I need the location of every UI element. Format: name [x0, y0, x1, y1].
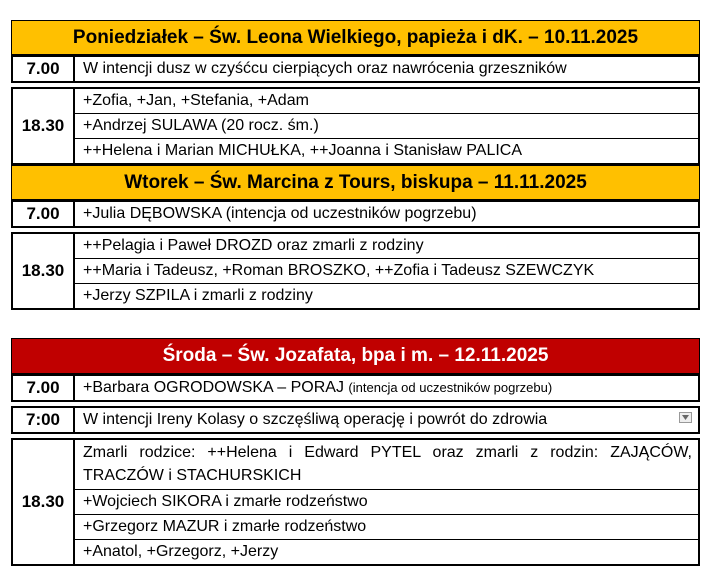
intention: +Julia DĘBOWSKA (intencja od uczestników pogrzebu): [83, 205, 477, 222]
intention: +Jerzy SZPILA i zmarli z rodziny: [83, 287, 313, 304]
mass-time: 18.30: [13, 234, 75, 308]
day-header: Poniedziałek – Św. Leona Wielkiego, papieża i dK. – 10.11.2025: [11, 20, 700, 55]
mass-row: [11, 406, 700, 434]
intention: +Anatol, +Grzegorz, +Jerzy: [83, 543, 279, 560]
intention: [75, 408, 698, 432]
intention: +Grzegorz MAZUR i zmarłe rodzeństwo: [75, 515, 698, 540]
day-block-monday: [11, 20, 700, 165]
intention-note: (intencja od uczestników pogrzebu): [348, 380, 553, 395]
intention: ++Pelagia i Paweł DROZD oraz zmarli z rodziny: [75, 234, 698, 259]
intention-main: +Barbara OGRODOWSKA – PORAJ: [83, 379, 349, 396]
intention-text: W intencji Ireny Kolasy o szczęśliwą operację i powrót do zdrowia: [83, 411, 548, 428]
mass-time: 7.00: [13, 202, 75, 226]
intentions-list: [75, 89, 698, 163]
day-block-wednesday: [11, 338, 700, 566]
mass-row: [11, 438, 700, 566]
intention: [75, 376, 698, 400]
intention: ++Maria i Tadeusz, +Roman BROSZKO, ++Zofia i Tadeusz SZEWCZYK: [75, 259, 698, 284]
intention: +Andrzej SULAWA (20 rocz. śm.): [75, 114, 698, 139]
intentions-list: [75, 440, 698, 564]
intentions-list: [75, 408, 698, 432]
mass-time: 18.30: [13, 440, 75, 564]
mass-row: [11, 374, 700, 402]
mass-row: [11, 55, 700, 83]
mass-time: 7.00: [13, 376, 75, 400]
mass-row: [11, 232, 700, 310]
mass-time: 18.30: [13, 89, 75, 163]
intention: W intencji dusz w czyśćcu cierpiących oraz nawrócenia grzeszników: [83, 60, 567, 77]
day-block-tuesday: [11, 165, 700, 310]
mass-time: 7:00: [13, 408, 75, 432]
intention: Zmarli rodzice: ++Helena i Edward PYTEL oraz zmarli z rodzin: ZAJĄCÓW, TRACZÓW i STACHURSKICH: [75, 440, 698, 490]
intentions-list: [75, 57, 698, 81]
chevron-down-icon[interactable]: [679, 412, 692, 423]
mass-time: 7.00: [13, 57, 75, 81]
mass-row: [11, 200, 700, 228]
intentions-list: [75, 376, 698, 400]
mass-row: [11, 87, 700, 165]
day-header: Wtorek – Św. Marcina z Tours, biskupa – 11.11.2025: [11, 165, 700, 200]
intentions-list: [75, 202, 698, 226]
intention: +Zofia, +Jan, +Stefania, +Adam: [75, 89, 698, 114]
day-header: Środa – Św. Jozafata, bpa i m. – 12.11.2025: [11, 338, 700, 374]
intentions-list: [75, 234, 698, 308]
intention: +Wojciech SIKORA i zmarłe rodzeństwo: [75, 490, 698, 515]
intention: ++Helena i Marian MICHUŁKA, ++Joanna i Stanisław PALICA: [83, 142, 523, 159]
